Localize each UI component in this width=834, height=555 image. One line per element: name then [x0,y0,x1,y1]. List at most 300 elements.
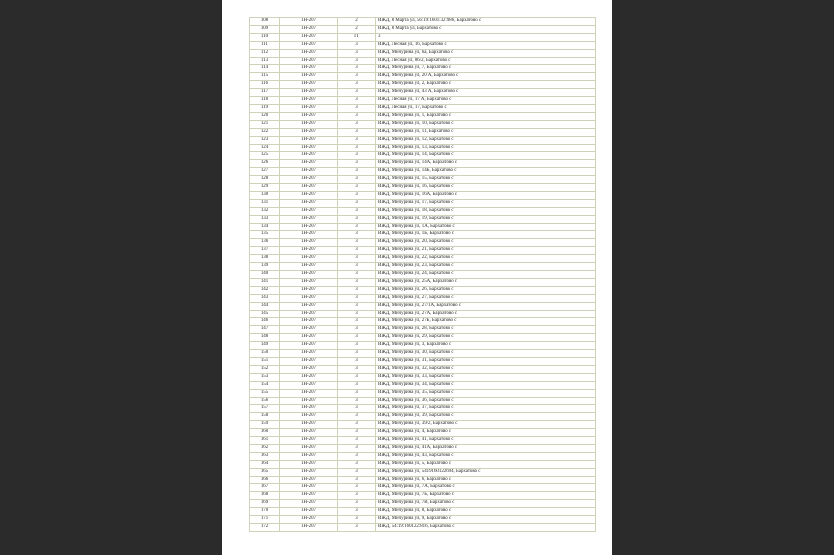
zone-code-cell: 1Н-207 [280,41,338,49]
category-cell: 3 [338,421,376,429]
category-cell: 3 [338,65,376,73]
row-number-cell: 138 [250,255,280,263]
row-number-cell: 116 [250,81,280,89]
zone-code-cell: 1Н-207 [280,136,338,144]
row-number-cell: 151 [250,357,280,365]
row-number-cell: 159 [250,421,280,429]
address-cell: ИЖД, Мичурина ул, 14Б, Бархатово с [376,168,596,176]
zone-code-cell: 1Н-207 [280,524,338,532]
zone-code-cell: 1Н-207 [280,357,338,365]
row-number-cell: 153 [250,373,280,381]
zone-code-cell: 1Н-207 [280,104,338,112]
zone-code-cell: 1Н-207 [280,365,338,373]
table-row [250,444,596,452]
table-row [250,57,596,65]
row-number-cell: 110 [250,33,280,41]
zone-code-cell: 1Н-207 [280,25,338,33]
table-row [250,365,596,373]
address-cell: ИЖД, Мичурина ул, 36, Бархатово с [376,397,596,405]
address-cell: ИЖД, Мичурина ул, 20 А, Бархатово с [376,73,596,81]
category-cell: 3 [338,326,376,334]
category-cell: 3 [338,144,376,152]
table-row [250,373,596,381]
zone-code-cell: 1Н-207 [280,342,338,350]
row-number-cell: 152 [250,365,280,373]
row-number-cell: 167 [250,484,280,492]
address-cell: ИЖД, Мичурина ул, 22, Бархатово с [376,255,596,263]
zone-code-cell: 1Н-207 [280,476,338,484]
row-number-cell: 124 [250,144,280,152]
zone-code-cell: 1Н-207 [280,500,338,508]
address-cell: ИЖД, Мичурина ул, 16А, Бархатово с [376,191,596,199]
row-number-cell: 146 [250,318,280,326]
address-cell: ИЖД, Мичурина ул, 29, Бархатово с [376,334,596,342]
category-cell: 3 [338,302,376,310]
address-cell: ИЖД, Мичурина ул, 24, Бархатово с [376,271,596,279]
address-cell: ИЖД, Мичурина ул, 20, Бархатово с [376,239,596,247]
table-row [250,357,596,365]
address-table [249,17,596,532]
category-cell: 3 [338,263,376,271]
table-row [250,33,596,41]
address-cell: ИЖД, Мичурина ул, 9, Бархатово с [376,516,596,524]
row-number-cell: 109 [250,25,280,33]
table-row [250,18,596,26]
category-cell: 3 [338,57,376,65]
address-cell: ИЖД, 54:19:160122:816, Бархатово с [376,524,596,532]
category-cell: 3 [338,89,376,97]
row-number-cell: 113 [250,57,280,65]
row-number-cell: 137 [250,247,280,255]
row-number-cell: 162 [250,444,280,452]
row-number-cell: 141 [250,278,280,286]
table-row [250,310,596,318]
row-number-cell: 126 [250,160,280,168]
address-cell: ИЖД, Мичурина ул, 10, Бархатово с [376,120,596,128]
zone-code-cell: 1Н-207 [280,286,338,294]
row-number-cell: 119 [250,104,280,112]
category-cell: 3 [338,365,376,373]
category-cell: 3 [338,492,376,500]
zone-code-cell: 1Н-207 [280,215,338,223]
row-number-cell: 129 [250,184,280,192]
row-number-cell: 172 [250,524,280,532]
address-cell: ИЖД, Мичурина ул, 1А, Бархатово с [376,223,596,231]
address-cell: ИЖД, Лесная ул, 17 А, Бархатово с [376,97,596,105]
category-cell: 3 [338,397,376,405]
address-cell: ИЖД, Мичурина ул, 13, Бархатово с [376,144,596,152]
table-row [250,65,596,73]
zone-code-cell: 1Н-207 [280,452,338,460]
row-number-cell: 139 [250,263,280,271]
table-row [250,286,596,294]
address-cell: ИЖД, Мичурина ул, 18, Бархатово с [376,207,596,215]
zone-code-cell: 1Н-207 [280,468,338,476]
address-cell: ИЖД, Мичурина ул, 23, Бархатово с [376,263,596,271]
address-cell: 3 [376,33,596,41]
category-cell: 3 [338,500,376,508]
row-number-cell: 142 [250,286,280,294]
zone-code-cell: 1Н-207 [280,191,338,199]
row-number-cell: 108 [250,18,280,26]
table-row [250,207,596,215]
zone-code-cell: 1Н-207 [280,184,338,192]
zone-code-cell: 1Н-207 [280,247,338,255]
row-number-cell: 149 [250,342,280,350]
row-number-cell: 136 [250,239,280,247]
table-row [250,278,596,286]
address-cell: ИЖД, Мичурина ул, 7В, Бархатово с [376,500,596,508]
row-number-cell: 155 [250,389,280,397]
zone-code-cell: 1Н-207 [280,89,338,97]
address-cell: ИЖД, Мичурина ул, 6а, Бархатово с [376,49,596,57]
row-number-cell: 143 [250,294,280,302]
category-cell: 2 [338,25,376,33]
row-number-cell: 157 [250,405,280,413]
address-cell: ИЖД, Мичурина ул, 28, Бархатово с [376,326,596,334]
category-cell: 3 [338,286,376,294]
category-cell: 3 [338,104,376,112]
zone-code-cell: 1Н-207 [280,176,338,184]
row-number-cell: 122 [250,128,280,136]
row-number-cell: 112 [250,49,280,57]
category-cell: 3 [338,429,376,437]
address-cell: ИЖД, Мичурина ул, 5419160122694, Бархатово с [376,468,596,476]
category-cell: 3 [338,468,376,476]
address-cell: ИЖД, Мичурина ул, 27, Бархатово с [376,294,596,302]
category-cell: 3 [338,73,376,81]
category-cell: 3 [338,334,376,342]
zone-code-cell: 1Н-207 [280,397,338,405]
row-number-cell: 114 [250,65,280,73]
row-number-cell: 170 [250,508,280,516]
table-row [250,176,596,184]
row-number-cell: 154 [250,381,280,389]
table-row [250,199,596,207]
table-row [250,263,596,271]
category-cell: 3 [338,176,376,184]
category-cell: 3 [338,437,376,445]
row-number-cell: 134 [250,223,280,231]
category-cell: 3 [338,191,376,199]
address-cell: ИЖД, Мичурина ул, 39, Бархатово с [376,413,596,421]
zone-code-cell: 1Н-207 [280,405,338,413]
table-row [250,397,596,405]
category-cell: 3 [338,184,376,192]
zone-code-cell: 1Н-207 [280,492,338,500]
zone-code-cell: 1Н-207 [280,231,338,239]
table-row [250,120,596,128]
row-number-cell: 111 [250,41,280,49]
table-row [250,484,596,492]
zone-code-cell: 1Н-207 [280,207,338,215]
zone-code-cell: 1Н-207 [280,389,338,397]
row-number-cell: 160 [250,429,280,437]
category-cell: 3 [338,516,376,524]
category-cell: 3 [338,357,376,365]
category-cell: 3 [338,373,376,381]
row-number-cell: 131 [250,199,280,207]
zone-code-cell: 1Н-207 [280,271,338,279]
table-row [250,191,596,199]
table-row [250,239,596,247]
zone-code-cell: 1Н-207 [280,168,338,176]
address-cell: ИЖД, Мичурина ул, 7Б, Бархатово с [376,492,596,500]
zone-code-cell: 1Н-207 [280,223,338,231]
category-cell: 3 [338,152,376,160]
table-row [250,334,596,342]
address-cell: ИЖД, Мичурина ул, 43, Бархатово с [376,452,596,460]
zone-code-cell: 1Н-207 [280,49,338,57]
category-cell: 1Т [338,33,376,41]
address-cell: ИЖД, Мичурина ул, 41А, Бархатово с [376,444,596,452]
row-number-cell: 123 [250,136,280,144]
table-row [250,152,596,160]
table-row [250,516,596,524]
table-row [250,25,596,33]
category-cell: 3 [338,247,376,255]
table-row [250,326,596,334]
address-cell: ИЖД, Лесная ул, 16, Бархатово с [376,41,596,49]
zone-code-cell: 1Н-207 [280,334,338,342]
address-cell: ИЖД, Мичурина ул, 35, Бархатово с [376,389,596,397]
zone-code-cell: 1Н-207 [280,516,338,524]
category-cell: 3 [338,199,376,207]
address-cell: ИЖД, Мичурина ул, 7, Бархатово с [376,65,596,73]
zone-code-cell: 1Н-207 [280,144,338,152]
zone-code-cell: 1Н-207 [280,429,338,437]
address-cell: ИЖД, Мичурина ул, 31, Бархатово с [376,357,596,365]
address-cell: ИЖД, Мичурина ул, 27Б, Бархатово с [376,318,596,326]
table-row [250,271,596,279]
table-row [250,160,596,168]
table-row [250,421,596,429]
zone-code-cell: 1Н-207 [280,508,338,516]
zone-code-cell: 1Н-207 [280,310,338,318]
row-number-cell: 140 [250,271,280,279]
table-row [250,97,596,105]
table-row [250,144,596,152]
table-row [250,136,596,144]
address-cell: ИЖД, Мичурина ул, 33, Бархатово с [376,373,596,381]
category-cell: 3 [338,207,376,215]
address-cell: ИЖД, Мичурина ул, 2, Бархатово с [376,81,596,89]
zone-code-cell: 1Н-207 [280,81,338,89]
row-number-cell: 163 [250,452,280,460]
row-number-cell: 165 [250,468,280,476]
row-number-cell: 132 [250,207,280,215]
table-row [250,168,596,176]
category-cell: 3 [338,342,376,350]
zone-code-cell: 1Н-207 [280,112,338,120]
document-page [222,0,612,555]
category-cell: 3 [338,81,376,89]
address-cell: ИЖД, Мичурина ул, 26, Бархатово с [376,286,596,294]
category-cell: 3 [338,128,376,136]
table-row [250,49,596,57]
table-row [250,508,596,516]
address-cell: ИЖД, Мичурина ул, 43 А, Бархатово с [376,89,596,97]
address-cell: ИЖД, Мичурина ул, 7А, Бархатово с [376,484,596,492]
category-cell: 3 [338,310,376,318]
zone-code-cell: 1Н-207 [280,350,338,358]
table-row [250,429,596,437]
zone-code-cell: 1Н-207 [280,255,338,263]
category-cell: 3 [338,41,376,49]
category-cell: 3 [338,444,376,452]
zone-code-cell: 1Н-207 [280,33,338,41]
row-number-cell: 118 [250,97,280,105]
table-row [250,468,596,476]
address-cell: ИЖД, Мичурина ул, 39/2, Бархатово с [376,421,596,429]
zone-code-cell: 1Н-207 [280,437,338,445]
address-cell: ИЖД, Мичурина ул, 16, Бархатово с [376,184,596,192]
table-row [250,452,596,460]
address-cell: ИЖД, Мичурина ул, 1, Бархатово с [376,112,596,120]
zone-code-cell: 1Н-207 [280,278,338,286]
category-cell: 3 [338,120,376,128]
category-cell: 3 [338,405,376,413]
address-cell: ИЖД, Мичурина ул, 21, Бархатово с [376,247,596,255]
category-cell: 3 [338,239,376,247]
table-row [250,104,596,112]
row-number-cell: 169 [250,500,280,508]
address-cell: ИЖД, Лесная ул, 86/2, Бархатово с [376,57,596,65]
table-row [250,318,596,326]
category-cell: 3 [338,168,376,176]
zone-code-cell: 1Н-207 [280,294,338,302]
address-cell: ИЖД, Мичурина ул, 15, Бархатово с [376,176,596,184]
address-cell: ИЖД, Мичурина ул, 1Б, Бархатово с [376,231,596,239]
row-number-cell: 120 [250,112,280,120]
table-row [250,73,596,81]
zone-code-cell: 1Н-207 [280,302,338,310]
address-cell: ИЖД, Мичурина ул, 30, Бархатово с [376,350,596,358]
table-row [250,223,596,231]
zone-code-cell: 1Н-207 [280,57,338,65]
table-row [250,476,596,484]
address-cell: ИЖД, 8 Марта ул, Бархатово с [376,25,596,33]
row-number-cell: 158 [250,413,280,421]
zone-code-cell: 1Н-207 [280,444,338,452]
row-number-cell: 147 [250,326,280,334]
category-cell: 3 [338,318,376,326]
zone-code-cell: 1Н-207 [280,326,338,334]
zone-code-cell: 1Н-207 [280,128,338,136]
address-cell: ИЖД, Мичурина ул, 41, Бархатово с [376,437,596,445]
row-number-cell: 117 [250,89,280,97]
row-number-cell: 150 [250,350,280,358]
zone-code-cell: 1Н-207 [280,413,338,421]
table-row [250,389,596,397]
zone-code-cell: 1Н-207 [280,239,338,247]
category-cell: 3 [338,452,376,460]
row-number-cell: 171 [250,516,280,524]
row-number-cell: 161 [250,437,280,445]
table-row [250,294,596,302]
zone-code-cell: 1Н-207 [280,73,338,81]
table-row [250,405,596,413]
table-row [250,128,596,136]
table-row [250,381,596,389]
table-row [250,460,596,468]
table-row [250,215,596,223]
address-cell: ИЖД, Мичурина ул, 4, Бархатово с [376,429,596,437]
zone-code-cell: 1Н-207 [280,18,338,26]
category-cell: 3 [338,476,376,484]
address-cell: ИЖД, Мичурина ул, 6, Бархатово с [376,476,596,484]
category-cell: 3 [338,484,376,492]
zone-code-cell: 1Н-207 [280,152,338,160]
zone-code-cell: 1Н-207 [280,381,338,389]
table-row [250,524,596,532]
category-cell: 3 [338,223,376,231]
category-cell: 3 [338,231,376,239]
category-cell: 3 [338,460,376,468]
row-number-cell: 166 [250,476,280,484]
address-cell: ИЖД, Мичурина ул, 14, Бархатово с [376,152,596,160]
row-number-cell: 127 [250,168,280,176]
address-cell: ИЖД, Мичурина ул, 8, Бархатово с [376,508,596,516]
category-cell: 3 [338,271,376,279]
row-number-cell: 133 [250,215,280,223]
table-row [250,492,596,500]
row-number-cell: 128 [250,176,280,184]
row-number-cell: 168 [250,492,280,500]
zone-code-cell: 1Н-207 [280,373,338,381]
table-row [250,302,596,310]
zone-code-cell: 1Н-207 [280,199,338,207]
address-cell: ИЖД, Мичурина ул, 34, Бархатово с [376,381,596,389]
category-cell: 3 [338,413,376,421]
table-row [250,112,596,120]
address-cell: ИЖД, Мичурина ул, 32, Бархатово с [376,365,596,373]
table-row [250,350,596,358]
category-cell: 3 [338,136,376,144]
category-cell: 3 [338,381,376,389]
address-cell: ИЖД, Мичурина ул, 17, Бархатово с [376,199,596,207]
category-cell: 2 [338,18,376,26]
category-cell: 3 [338,160,376,168]
table-row [250,247,596,255]
category-cell: 3 [338,508,376,516]
address-cell: ИЖД, Мичурина ул, 5, Бархатово с [376,460,596,468]
row-number-cell: 121 [250,120,280,128]
address-cell: ИЖД, Мичурина ул, 37, Бархатово с [376,405,596,413]
zone-code-cell: 1Н-207 [280,160,338,168]
row-number-cell: 135 [250,231,280,239]
row-number-cell: 130 [250,191,280,199]
address-cell: ИЖД, Мичурина ул, 3, Бархатово с [376,342,596,350]
address-cell: ИЖД, Мичурина ул, 25А, Бархатово с [376,278,596,286]
zone-code-cell: 1Н-207 [280,65,338,73]
category-cell: 3 [338,524,376,532]
row-number-cell: 115 [250,73,280,81]
address-cell: ИЖД, Мичурина ул, 14А, Бархатово с [376,160,596,168]
category-cell: 3 [338,294,376,302]
category-cell: 3 [338,350,376,358]
table-row [250,184,596,192]
zone-code-cell: 1Н-207 [280,484,338,492]
row-number-cell: 125 [250,152,280,160]
table-row [250,413,596,421]
address-cell: ИЖД, 8 Марта ул, 56:19:1601:32:986, Бархатово с [376,18,596,26]
address-cell: ИЖД, Мичурина ул, 27А, Бархатово с [376,310,596,318]
zone-code-cell: 1Н-207 [280,263,338,271]
zone-code-cell: 1Н-207 [280,460,338,468]
address-cell: ИЖД, Мичурина ул, 12, Бархатово с [376,136,596,144]
zone-code-cell: 1Н-207 [280,318,338,326]
